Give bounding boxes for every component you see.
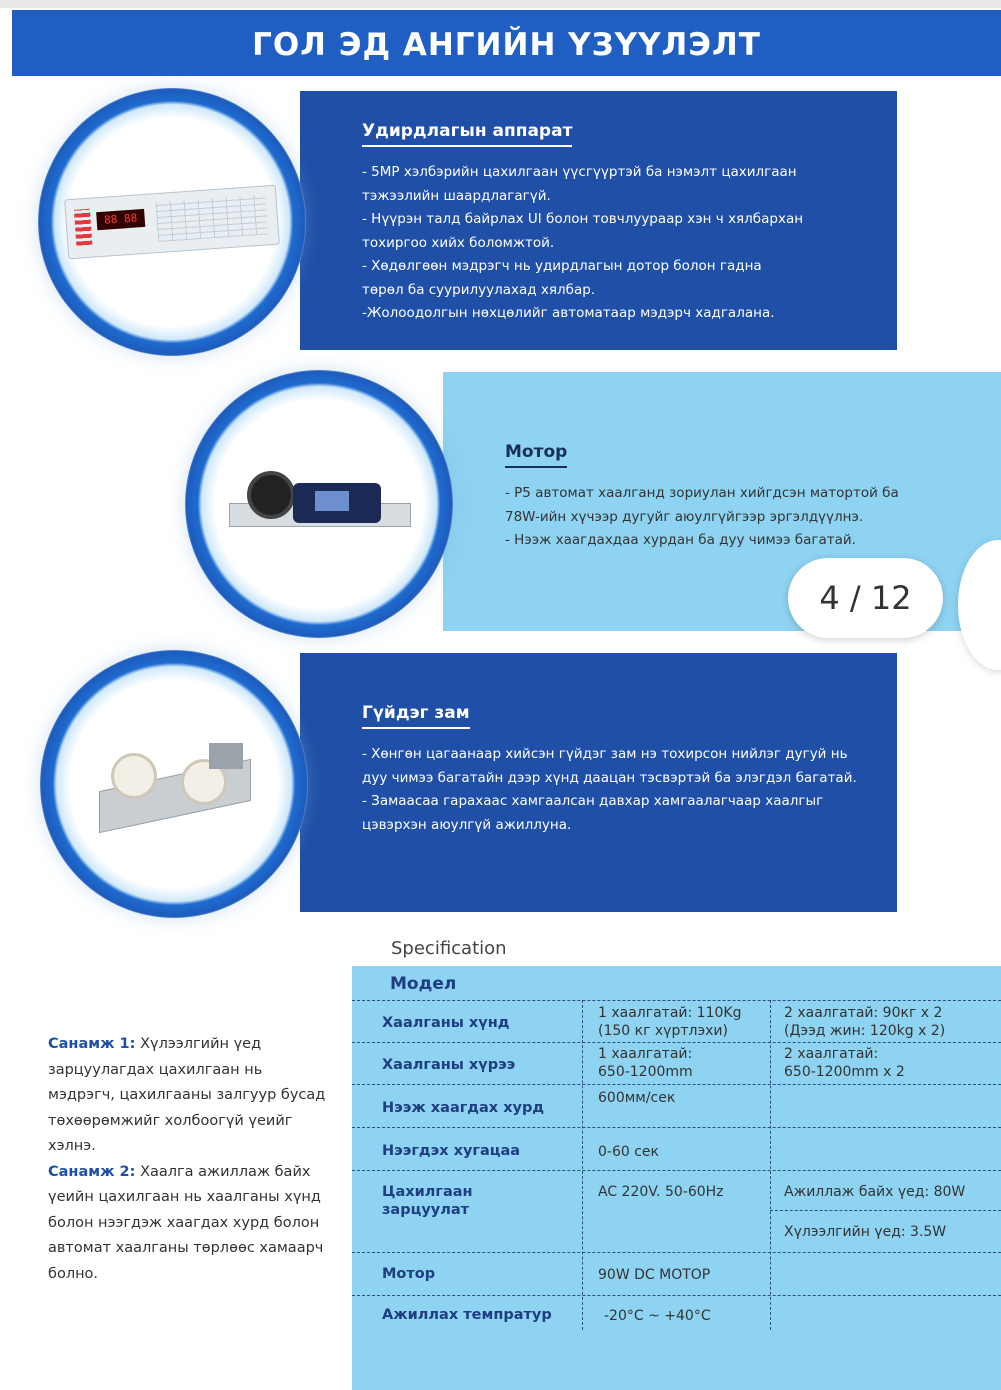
section-title: Удирдлагын аппарат bbox=[362, 121, 572, 147]
table-row: Цахилгаан зарцуулат AC 220V. 50-60Hz Ажиллаж байх үед: 80W Хүлээлгийн үед: 3.5W bbox=[352, 1171, 1001, 1253]
page-indicator: 4 / 12 bbox=[788, 558, 943, 638]
table-row: Ажиллах темпратур -20°C ~ +40°C bbox=[382, 1307, 711, 1324]
motor-device-icon bbox=[229, 469, 409, 539]
table-row: Нээж хаагдах хурд 600мм/сек bbox=[352, 1085, 1001, 1128]
section-text: - 5MP хэлбэрийн цахилгаан үүсгүүртэй ба нэмэлт цахилгаан тэжээлийн шаардлагагүй. - Нүүрэн талд байрлах UI болон товчлуураар хэн ч хялбархан тохиргоо хийх боломжтой. - Хөдөлгөөн мэдрэгч нь удирдлагын дотор болон гадна төрөл ба суурилуулахад хялбар. -Жолоодолгын нөхцөлийг автоматаар мэдэрч хадгалана. bbox=[362, 164, 804, 321]
controller-device-icon: 88 88 bbox=[64, 185, 280, 260]
section-text: - Хөнгөн цагаанаар хийсэн гүйдэг зам нэ тохирсон нийлэг дугуй нь дуу чимээ багатайн дээр хүнд даацан тэсвэртэй ба элэгдэл багатай. - Замаасаа гарахаас хамгаалсан давхар хамгаалагчаар хаалгыг цэвэрхэн аюулгүй ажиллуна. bbox=[362, 746, 857, 833]
table-row: Хаалганы хүрээ 1 хаалгатай: 650-1200mm 2 хаалгатай: 650-1200mm x 2 bbox=[352, 1043, 1001, 1085]
top-border bbox=[0, 0, 1001, 8]
controller-image bbox=[38, 88, 306, 356]
note-1-title: Санамж 1: bbox=[48, 1036, 136, 1052]
table-row: Хаалганы хүнд 1 хаалгатай: 110Kg (150 кг хүртлэхи) 2 хаалгатай: 90кг х 2 (Дээд жин: 120kg x 2) bbox=[352, 1001, 1001, 1043]
table-row: Нээгдэх хугацаа 0-60 сек bbox=[352, 1128, 1001, 1171]
section-text: - P5 автомат хаалганд зориулан хийгдсэн матортой ба 78W-ийн хүчээр дугуйг аюулгүйгээр эргэлдүүлнэ. - Нээж хаагдахдаа хурдан ба дуу чимээ багатай. bbox=[505, 485, 899, 548]
notes: Санамж 1: Хүлээлгийн үед зарцуулагдах цахилгаан нь мэдрэгч, цахилгааны залгуур бусад төхөөрөмжийг холбоогүй үеийг хэлнэ. Санамж 2: Хаалга ажиллаж байх үеийн цахилгаан нь хаалганы хүнд болон нээгдэж хаагдах хурд болон автомат хаалганы төрлөөс хамаарч болно. bbox=[48, 1036, 326, 1282]
table-row: Мотор 90W DC MOTOP bbox=[352, 1253, 1001, 1296]
page-title: ГОЛ ЭД АНГИЙН ҮЗҮҮЛЭЛТ bbox=[12, 10, 1001, 76]
model-label: Модел bbox=[390, 974, 457, 994]
section-controller bbox=[300, 91, 897, 350]
spec-title: Specification bbox=[391, 938, 507, 959]
spec-table bbox=[352, 966, 1001, 1390]
section-title: Мотор bbox=[505, 442, 567, 468]
section-rail bbox=[300, 653, 897, 912]
section-title: Гүйдэг зам bbox=[362, 703, 470, 729]
rail-device-icon bbox=[89, 729, 259, 839]
rail-image bbox=[40, 650, 308, 918]
note-2-title: Санамж 2: bbox=[48, 1163, 136, 1180]
motor-image bbox=[185, 370, 453, 638]
